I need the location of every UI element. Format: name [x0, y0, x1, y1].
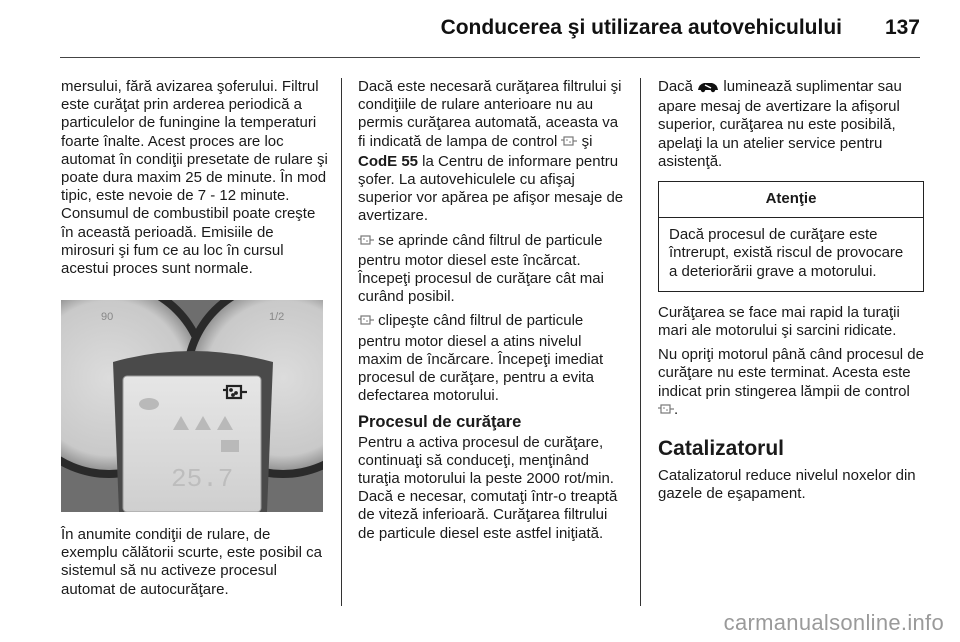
- display-readout: 25.7: [171, 464, 234, 494]
- dashboard-illustration: [61, 300, 323, 512]
- paragraph: [358, 312, 626, 405]
- notice-title: Atenţie: [659, 182, 923, 218]
- text-run: clipeşte când filtrul de particule pentru motor diesel a atins nivelul maxim de încărcare. Începeţi imediat procesul de curăţare, pentru a evita defectarea motorului.: [358, 312, 604, 405]
- section-subheading: Procesul de curăţare: [358, 413, 522, 432]
- text-run: se aprinde când filtrul de particule pentru motor diesel este încărcat. Începeţi procesul de curăţare cât mai curând posibil.: [358, 231, 604, 306]
- column-divider: [341, 78, 342, 606]
- diesel-particulate-filter-icon: [358, 313, 374, 332]
- watermark: carmanualsonline.info: [723, 610, 944, 635]
- paragraph: [358, 232, 626, 307]
- text-run: Nu opriţi motorul până când procesul de curăţare nu este terminat. Acesta este indicat prin stingerea lămpii de control: [658, 346, 924, 400]
- paragraph: Curăţarea se face mai rapid la turaţii mari ale motorului şi sarcini ridicate.: [658, 303, 900, 340]
- diesel-particulate-filter-icon: [358, 233, 374, 252]
- paragraph: Catalizatorul reduce nivelul noxelor din gazele de eşapament.: [658, 467, 916, 503]
- paragraph: [658, 346, 924, 421]
- column-1: [61, 78, 329, 284]
- page-header: [0, 0, 960, 52]
- header-rule: [60, 57, 920, 58]
- text-run: la Centru de informare pentru şofer. La autovehiculele cu afişaj superior vor apărea pe afişor mesaje de avertizare.: [358, 152, 624, 225]
- text-run: Dacă este necesară curăţarea filtrului şi condiţiile de rulare anterioare nu au permis curăţarea automată, aceasta va fi indicată de lampa de control: [358, 78, 622, 150]
- page-title: Conducerea şi utilizarea autovehiculului: [440, 16, 842, 39]
- section-heading: Catalizatorul: [658, 437, 785, 461]
- diesel-particulate-filter-icon: [658, 402, 674, 421]
- paragraph: mersului, fără avizarea şoferului. Filtrul este curăţat prin arderea periodică a particulelor de funingine la temperaturi foarte înalte. Acest proces are loc automat în condiţii presetate de rulare şi poate dura maxim 25 de minute. În mod tipic, este nevoie de 7 - 12 minute. Consumul de combustibil poate creşte în această perioadă. Emisiile de mirosuri şi fum ce au loc în cursul acestui proces sunt normale.: [61, 78, 328, 278]
- text-run: luminează suplimentar sau apare mesaj de avertizare la afişorul superior, curăţarea nu este posibilă, apelaţi la un atelier service pentru asistenţă.: [658, 78, 902, 170]
- column-3: [658, 78, 924, 509]
- notice-body: Dacă procesul de curăţare este întrerupt, există riscul de provocare a deteriorării grave a motorului.: [669, 226, 904, 280]
- svg-text:1/2: 1/2: [269, 311, 285, 323]
- error-code: CodE 55: [358, 152, 419, 170]
- svg-text:90: 90: [101, 311, 114, 323]
- warning-notice: [658, 181, 924, 292]
- page-number: 137: [884, 16, 920, 39]
- car-wrench-icon: [697, 79, 719, 98]
- text-run: Dacă: [658, 78, 698, 95]
- column-1-lower: [61, 526, 329, 605]
- paragraph: [658, 78, 924, 171]
- column-2: [358, 78, 626, 549]
- diesel-particulate-filter-icon: [561, 134, 577, 153]
- paragraph: Pentru a activa procesul de curăţare, continuaţi să conduceţi, menţinând turaţia motorului la peste 2000 rot/min. Dacă e necesar, comutaţi într-o treaptă de viteză inferioară. Curăţarea filtrului de particule diesel este astfel iniţiată.: [358, 433, 618, 542]
- paragraph: [358, 78, 626, 226]
- text-run: şi: [577, 132, 593, 150]
- text-run: .: [674, 400, 679, 418]
- column-divider: [640, 78, 641, 606]
- paragraph: În anumite condiţii de rulare, de exemplu călătorii scurte, este posibil ca sistemul să nu activeze procesul automat de autocurăţare.: [61, 526, 322, 598]
- dashboard-image: [61, 300, 323, 512]
